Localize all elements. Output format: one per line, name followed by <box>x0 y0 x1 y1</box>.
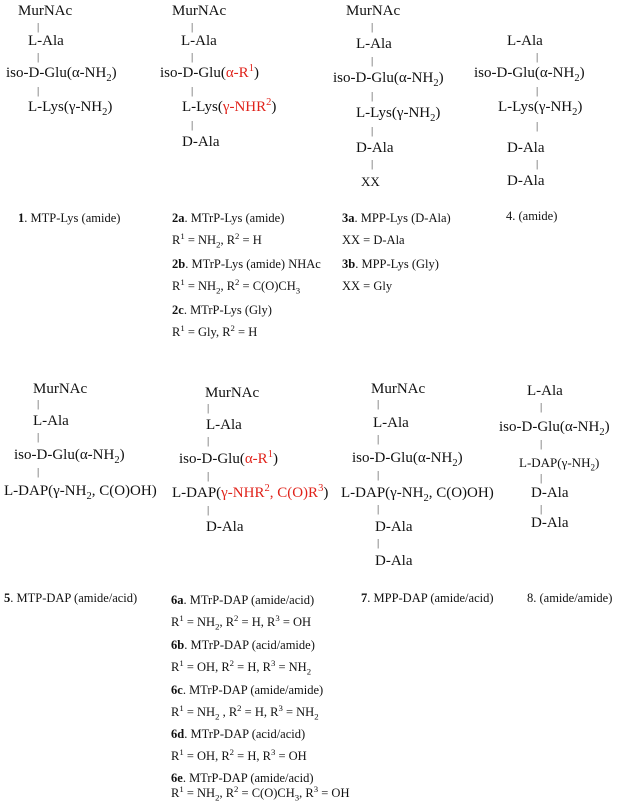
lys-label: L-Lys(γ-NHR$^2$) <box>182 97 277 115</box>
glu-label: iso-$D-Glu(\alpha-R^1)$ <box>179 449 278 467</box>
bond: | <box>37 398 40 410</box>
bond: | <box>540 438 543 450</box>
bond: | <box>191 21 194 33</box>
murnac-label: MurNAc <box>346 3 401 19</box>
lys-label: $L-Lys(\gamma-NH_2)$ <box>356 105 441 124</box>
d-ala-label: D-Ala <box>531 485 569 501</box>
bond: | <box>207 470 210 482</box>
glu-label: iso-$D-Glu(\alpha-NH_2)$ <box>6 65 117 84</box>
caption-6a-r: $R^1 = NH_2$, $R^2 = H$, $R^3$ = OH <box>171 612 312 632</box>
caption-3b-xx: XX = Gly <box>342 279 393 293</box>
bond: | <box>377 469 380 481</box>
bond: | <box>536 51 539 63</box>
l-ala-label: L-Ala <box>28 33 64 49</box>
bond: | <box>37 466 40 478</box>
bond: | <box>37 431 40 443</box>
murnac-label: MurNAc <box>172 3 227 19</box>
l-ala-label: L-Ala <box>181 33 217 49</box>
lys-label: $L-Lys(\gamma-NH_2)$ <box>28 99 113 118</box>
xx-label: XX <box>361 174 380 189</box>
caption-2b-r: $R^1 = NH_2$, $R^2 = C(O)CH_3$ <box>172 276 301 296</box>
caption-2c-r: $R^1$ = Gly, $R^2 = H$ <box>172 322 258 339</box>
l-ala-label: L-Ala <box>206 417 242 433</box>
dap-label: $L-DAP(\gamma-NH_2$, C(O)OH) <box>341 485 494 504</box>
caption-3a-xx: XX = D-Ala <box>342 233 405 247</box>
dap-label: L-DAP(γ-NHR$^2$, $C(O)R^3$) <box>172 483 329 501</box>
murnac-label: MurNAc <box>205 385 260 401</box>
d-ala-label: D-Ala <box>375 553 413 569</box>
murnac-label: MurNAc <box>371 381 426 397</box>
bond: | <box>37 85 40 97</box>
bond: | <box>377 537 380 549</box>
bond: | <box>207 504 210 516</box>
d-ala-label: D-Ala <box>375 519 413 535</box>
d-ala-label: D-Ala <box>182 134 220 150</box>
caption-4: 4. (amide) <box>506 209 558 223</box>
d-ala-label: D-Ala <box>356 140 394 156</box>
glu-label: iso-$D-Glu(\alpha-NH_2)$ <box>333 70 444 89</box>
bond: | <box>191 119 194 131</box>
bond: | <box>536 120 539 132</box>
dap-label: $L-DAP(\gamma-NH_2)$ <box>519 455 600 473</box>
glu-label: iso-$D-Glu(\alpha-NH_2)$ <box>352 450 463 469</box>
bond: | <box>536 85 539 97</box>
bond: | <box>207 435 210 447</box>
bond: | <box>377 433 380 445</box>
bond: | <box>377 503 380 515</box>
d-ala-label: D-Ala <box>206 519 244 535</box>
caption-6a: 6a. MTrP-DAP (amide/acid) <box>171 593 315 607</box>
lys-label: $L-Lys(\gamma-NH_2)$ <box>498 99 583 118</box>
bond: | <box>191 51 194 63</box>
caption-8: 8. (amide/amide) <box>527 591 613 605</box>
glu-label: iso-$D-Glu(\alpha-NH_2)$ <box>14 447 125 466</box>
caption-2b: 2b. MTrP-Lys (amide) NHAc <box>172 257 321 271</box>
glu-label: iso-$D-Glu(\alpha-NH_2)$ <box>499 419 610 438</box>
bond: | <box>540 401 543 413</box>
caption-6d-r: $R^1$ = OH, $R^2 = H$, $R^3$ = OH <box>171 746 307 763</box>
caption-6d: 6d. MTrP-DAP (acid/acid) <box>171 727 306 741</box>
glu-label: iso-$D-Glu(\alpha-NH_2)$ <box>474 65 585 84</box>
bond: | <box>371 90 374 102</box>
d-ala-label: D-Ala <box>531 515 569 531</box>
bond: | <box>191 85 194 97</box>
caption-3a: 3a. MPP-Lys (D-Ala) <box>342 211 451 225</box>
l-ala-label: L-Ala <box>507 33 543 49</box>
bond: | <box>37 21 40 33</box>
bond: | <box>207 402 210 414</box>
caption-7: 7. MPP-DAP (amide/acid) <box>361 591 494 605</box>
caption-1: 1. MTP-Lys (amide) <box>18 211 121 225</box>
glu-label: iso-$D-Glu(\alpha-R^1)$ <box>160 63 259 81</box>
l-ala-label: L-Ala <box>527 383 563 399</box>
bond: | <box>377 398 380 410</box>
caption-6b-r: $R^1$ = OH, $R^2 = H$, $R^3 = NH_2$ <box>171 657 312 677</box>
caption-2a-r: $R^1 = NH_2$, $R^2 = H$ <box>172 230 262 250</box>
caption-2c: 2c. MTrP-Lys (Gly) <box>172 303 272 317</box>
bond: | <box>371 125 374 137</box>
murnac-label: MurNAc <box>18 3 73 19</box>
l-ala-label: L-Ala <box>356 36 392 52</box>
bond: | <box>540 472 543 484</box>
caption-6b: 6b. MTrP-DAP (acid/amide) <box>171 638 315 652</box>
l-ala-label: L-Ala <box>33 413 69 429</box>
caption-2a: 2a. MTrP-Lys (amide) <box>172 211 285 225</box>
murnac-label: MurNAc <box>33 381 88 397</box>
d-ala-label: D-Ala <box>507 140 545 156</box>
d-ala-label: D-Ala <box>507 173 545 189</box>
l-ala-label: L-Ala <box>373 415 409 431</box>
dap-label: $L-DAP(\gamma-NH_2$, C(O)OH) <box>4 483 157 502</box>
caption-5: 5. MTP-DAP (amide/acid) <box>4 591 138 605</box>
caption-6c: 6c. MTrP-DAP (amide/amide) <box>171 683 324 697</box>
caption-3b: 3b. MPP-Lys (Gly) <box>342 257 439 271</box>
caption-6e-r: $R^1 = NH_2$, $R^2 = C(O)CH_3$, $R^3$ = OH <box>171 783 350 803</box>
bond: | <box>371 21 374 33</box>
bond: | <box>371 158 374 170</box>
bond: | <box>536 158 539 170</box>
bond: | <box>371 55 374 67</box>
caption-6e: 6e. MTrP-DAP (amide/acid) <box>171 771 314 785</box>
bond: | <box>37 51 40 63</box>
caption-6c-r: $R^1 = NH_2$ , $R^2 = H$, $R^3 = NH_2$ <box>171 702 319 722</box>
bond: | <box>540 503 543 515</box>
